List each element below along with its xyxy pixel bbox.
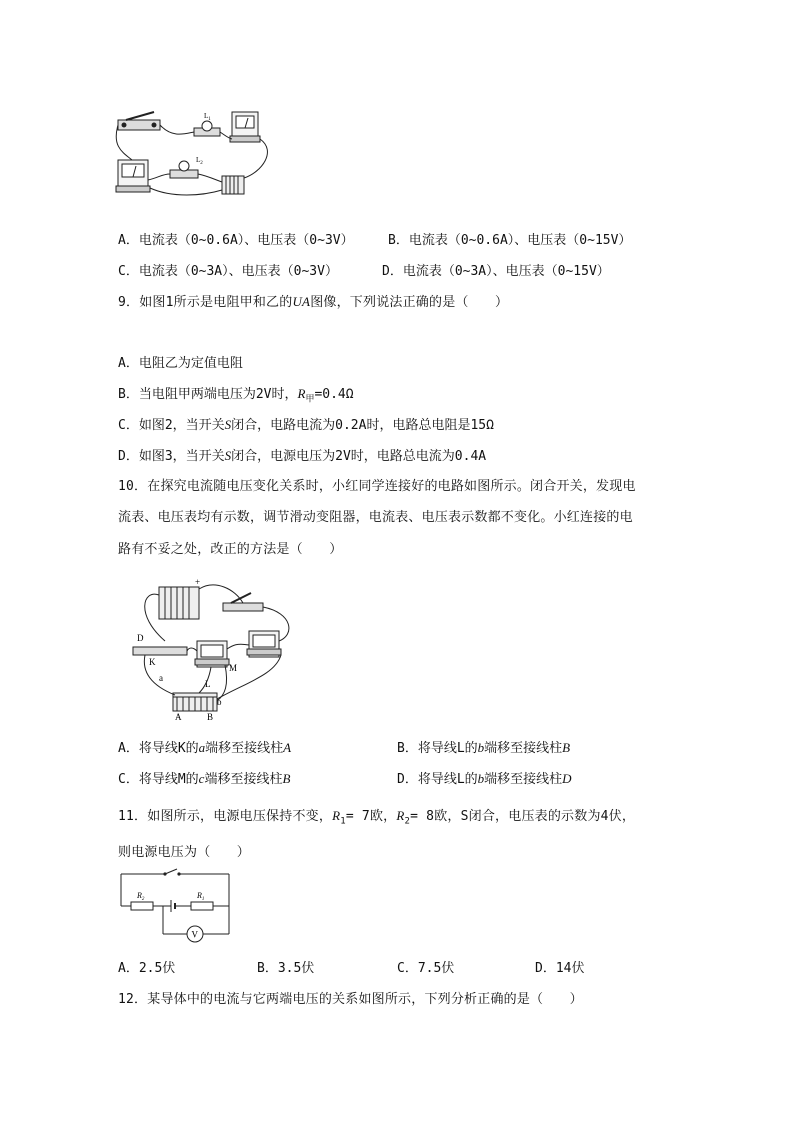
wire-m-label: M bbox=[229, 663, 238, 673]
terminal-b-label: B bbox=[207, 712, 214, 722]
q8-option-b[interactable]: B．电流表（0~0.6A）、电压表（0~15V） bbox=[388, 233, 632, 248]
q10-option-c[interactable]: C．将导线M的c端移至接线柱B bbox=[118, 771, 291, 787]
wire-l-label: L bbox=[205, 679, 211, 689]
terminal-d-label: D bbox=[137, 633, 144, 643]
q8-circuit-figure bbox=[112, 106, 277, 198]
q11-stem-line2: 则电源电压为（ ） bbox=[118, 845, 251, 860]
battery-plus-label: + bbox=[195, 577, 201, 587]
q12-stem: 12．某导体中的电流与它两端电压的关系如图所示，下列分析正确的是（ ） bbox=[118, 992, 583, 1007]
voltmeter-label: V bbox=[191, 929, 198, 940]
resistor-r2-label: $R_2$ bbox=[137, 891, 145, 902]
q10-stem-line3: 路有不妥之处，改正的方法是（ ） bbox=[118, 542, 343, 557]
q11-stem-line1: 11．如图所示，电源电压保持不变，$R_1= 7$欧，$R_2= 8$欧，S闭合，电压表的示数为4伏， bbox=[118, 808, 636, 827]
lamp-l2-label: $L_2$ bbox=[196, 156, 203, 166]
q11-circuit-figure bbox=[117, 868, 233, 946]
lamp-l1-label: $L_1$ bbox=[204, 112, 211, 122]
q8-option-c[interactable]: C．电流表（0~3A）、电压表（0~3V） bbox=[118, 264, 338, 279]
resistor-r1-label: $R_1$ bbox=[197, 891, 205, 902]
q10-option-d[interactable]: D．将导线L的b端移至接线柱D bbox=[397, 771, 572, 787]
q11-option-c[interactable]: C．7.5伏 bbox=[397, 961, 455, 976]
q9-option-a[interactable]: A．电阻乙为定值电阻 bbox=[118, 356, 243, 371]
wire-a-label: a bbox=[159, 673, 163, 683]
q11-option-b[interactable]: B．3.5伏 bbox=[257, 961, 315, 976]
q9-option-b[interactable]: B．当电阻甲两端电压为2V时，$R_甲=0.4\Omega$ bbox=[118, 386, 354, 405]
q8-option-a[interactable]: A．电流表（0~0.6A）、电压表（0~3V） bbox=[118, 233, 354, 248]
q8-option-d[interactable]: D．电流表（0~3A）、电压表（0~15V） bbox=[382, 264, 610, 279]
q11-option-a[interactable]: A．2.5伏 bbox=[118, 961, 176, 976]
q10-stem-line2: 流表、电压表均有示数，调节滑动变阻器，电流表、电压表示数都不变化。小红连接的电 bbox=[118, 510, 633, 525]
q10-option-a[interactable]: A．将导线K的a端移至接线柱A bbox=[118, 740, 292, 756]
q11-option-d[interactable]: D．14伏 bbox=[535, 961, 585, 976]
terminal-b-small-label: b bbox=[217, 697, 222, 707]
q9-stem: 9．如图1所示是电阻甲和乙的UA图像，下列说法正确的是（ ） bbox=[118, 294, 509, 310]
terminal-a-label: A bbox=[175, 712, 182, 722]
q9-option-d[interactable]: D．如图3，当开关S闭合，电源电压为2V时，电路总电流为0.4A bbox=[118, 448, 487, 464]
q10-option-b[interactable]: B．将导线L的b端移至接线柱B bbox=[397, 740, 571, 756]
q10-stem-line1: 10．在探究电流随电压变化关系时，小红同学连接好的电路如图所示。闭合开关，发现电 bbox=[118, 479, 636, 494]
q10-circuit-figure bbox=[125, 575, 295, 723]
wire-k-label: K bbox=[149, 657, 156, 667]
q9-option-c[interactable]: C．如图2，当开关S闭合，电路电流为0.2A时，电路总电阻是15Ω bbox=[118, 417, 494, 433]
